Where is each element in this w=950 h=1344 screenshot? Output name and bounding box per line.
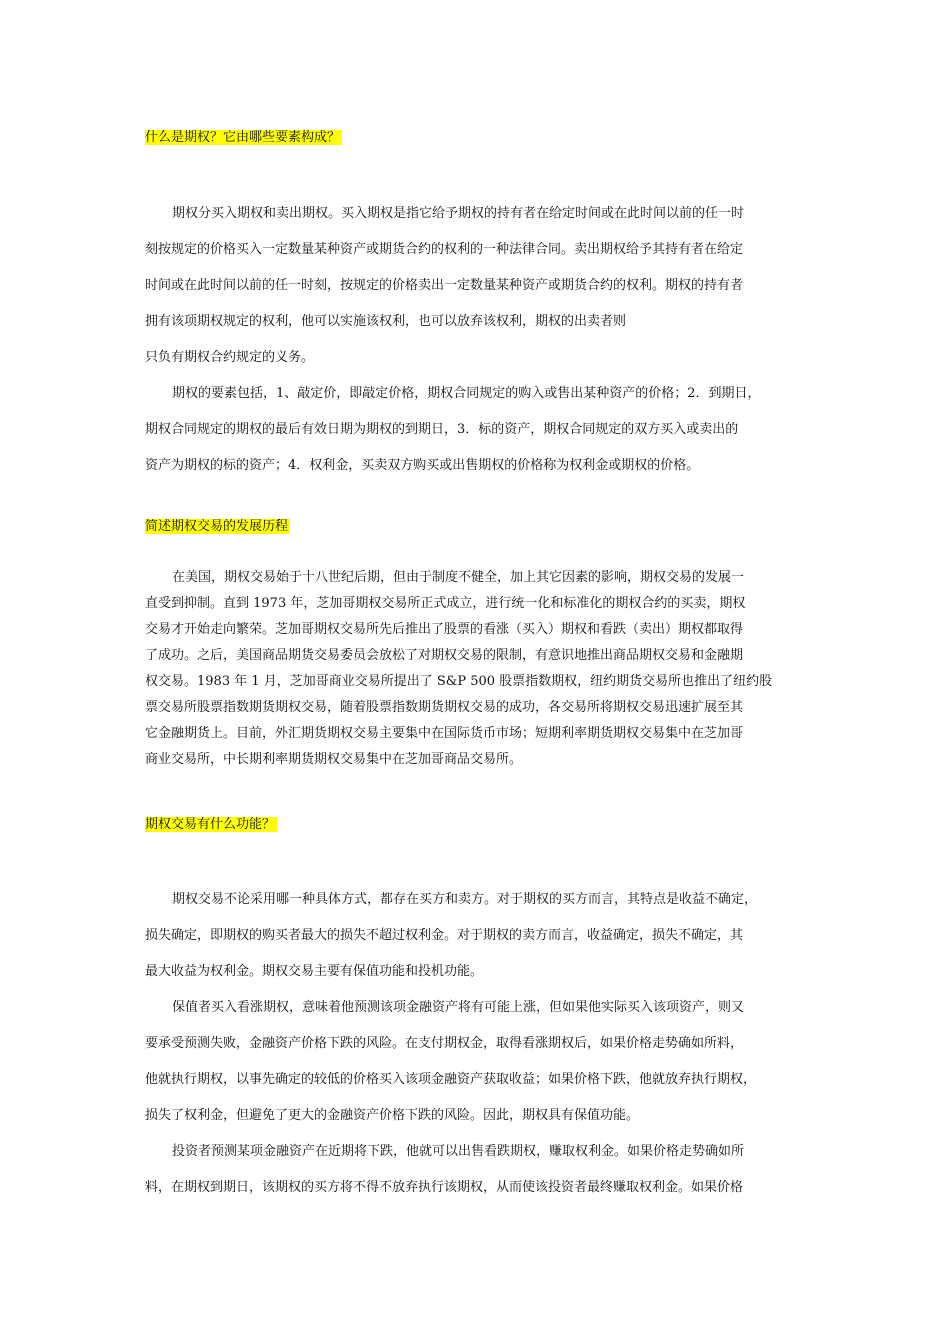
paragraph-line: 拥有该项期权规定的权利，他可以实施该权利，也可以放弃该权利，期权的出卖者则 xyxy=(145,314,627,329)
paragraph-line: 了成功。之后，美国商品期货交易委员会放松了对期权交易的限制，有意识地推出商品期权交易和金融期 xyxy=(145,648,744,663)
highlighted-heading-text: 什么是期权？它由哪些要素构成？ xyxy=(145,130,341,145)
highlighted-heading-text: 简述期权交易的发展历程 xyxy=(145,519,289,534)
section-heading xyxy=(145,518,290,536)
paragraph-line: 票交易所股票指数期货期权交易，随着股票指数期货期权交易的成功，各交易所将期权交易迅速扩展至其 xyxy=(145,700,744,715)
paragraph-line: 刻按规定的价格买入一定数量某种资产或期货合约的权利的一种法律合同。卖出期权给予其持有者在给定 xyxy=(145,242,744,257)
paragraph-line: 期权的要素包括，1、敲定价，即敲定价格，期权合同规定的购入或售出某种资产的价格；2．到期日， xyxy=(172,386,761,401)
section-heading xyxy=(145,129,342,147)
section-body xyxy=(145,196,815,484)
paragraph-line: 损失确定，即期权的购买者最大的损失不超过权利金。对于期权的卖方而言，收益确定，损失不确定，其 xyxy=(145,928,744,943)
paragraph-line: 投资者预测某项金融资产在近期将下跌，他就可以出售看跌期权，赚取权利金。如果价格走势确如所 xyxy=(172,1144,745,1159)
paragraph-line: 商业交易所，中长期利率期货期权交易集中在芝加哥商品交易所。 xyxy=(145,752,523,767)
paragraph-line: 料，在期权到期日，该期权的买方将不得不放弃执行该期权，从而使该投资者最终赚取权利金。如果价格 xyxy=(145,1180,744,1195)
paragraph-line: 最大收益为权利金。期权交易主要有保值功能和投机功能。 xyxy=(145,964,484,979)
section-body xyxy=(145,565,815,773)
paragraph-line: 资产为期权的标的资产；4．权利金，买卖双方购买或出售期权的价格称为权利金或期权的价格。 xyxy=(145,458,700,473)
highlighted-heading-text: 期权交易有什么功能？ xyxy=(145,817,276,832)
paragraph-line: 时间或在此时间以前的任一时刻，按规定的价格卖出一定数量某种资产或期货合约的权利。期权的持有者 xyxy=(145,278,744,293)
paragraph-line: 要承受预测失败，金融资产价格下跌的风险。在支付期权金，取得看涨期权后，如果价格走势确如所料， xyxy=(145,1036,744,1051)
section-heading xyxy=(145,816,277,834)
paragraph-line: 它金融期货上。目前，外汇期货期权交易主要集中在国际货币市场；短期利率期货期权交易集中在芝加哥 xyxy=(145,726,744,741)
section-body xyxy=(145,882,815,1206)
paragraph-line: 期权交易不论采用哪一种具体方式，都存在买方和卖方。对于期权的买方而言，其特点是收益不确定， xyxy=(172,892,758,907)
paragraph-line: 损失了权利金，但避免了更大的金融资产价格下跌的风险。因此，期权具有保值功能。 xyxy=(145,1108,640,1123)
paragraph-line: 权交易。1983 年 1 月，芝加哥商业交易所提出了 S&P 500 股票指数期权，纽约期货交易所也推出了纽约股 xyxy=(145,674,773,689)
paragraph-line: 只负有期权合约规定的义务。 xyxy=(145,350,315,365)
paragraph-line: 直受到抑制。直到 1973 年，芝加哥期权交易所正式成立，进行统一化和标准化的期权合约的买卖，期权 xyxy=(145,596,746,611)
paragraph-line: 在美国，期权交易始于十八世纪后期，但由于制度不健全，加上其它因素的影响，期权交易的发展一 xyxy=(172,570,745,585)
paragraph-line: 期权合同规定的期权的最后有效日期为期权的到期日，3．标的资产，期权合同规定的双方买入或卖出的 xyxy=(145,422,739,437)
paragraph-line: 他就执行期权，以事先确定的较低的价格买入该项金融资产获取收益；如果价格下跌，他就放弃执行期权， xyxy=(145,1072,757,1087)
paragraph-line: 期权分买入期权和卖出期权。买入期权是指它给予期权的持有者在给定时间或在此时间以前的任一时 xyxy=(172,206,745,221)
paragraph-line: 保值者买入看涨期权，意味着他预测该项金融资产将有可能上涨，但如果他实际买入该项资产，则又 xyxy=(172,1000,745,1015)
paragraph-line: 交易才开始走向繁荣。芝加哥期权交易所先后推出了股票的看涨（买入）期权和看跌（卖出）期权都取得 xyxy=(145,622,744,637)
